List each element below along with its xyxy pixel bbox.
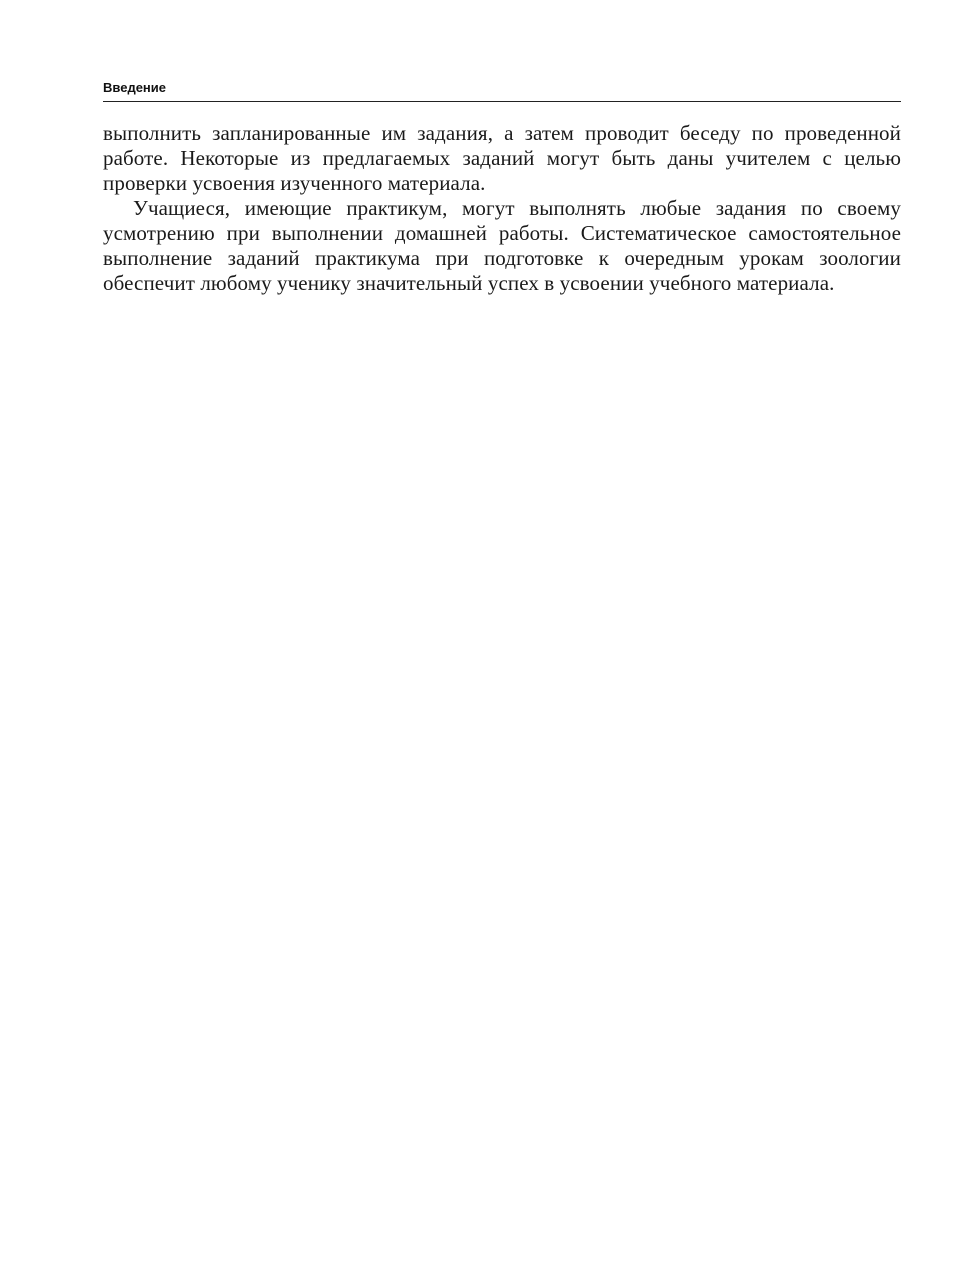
paragraph-continuation: выполнить запланированные им задания, а затем проводит беседу по проведенной работе. Некоторые из предлагаемых заданий могут быть даны учителем с целью проверки усвоения изученного материала.: [103, 121, 901, 195]
body-text: [103, 121, 901, 296]
paragraph: Учащиеся, имеющие практикум, могут выполнять любые задания по своему усмотрению при выполнении домашней работы. Систематическое самостоятельное выполнение заданий практикума при подготовке к очередным урокам зоологии обеспечит любому ученику значительный успех в усвоении учебного материала.: [103, 196, 901, 295]
running-header: [103, 80, 901, 102]
section-title: Введение: [103, 80, 166, 95]
